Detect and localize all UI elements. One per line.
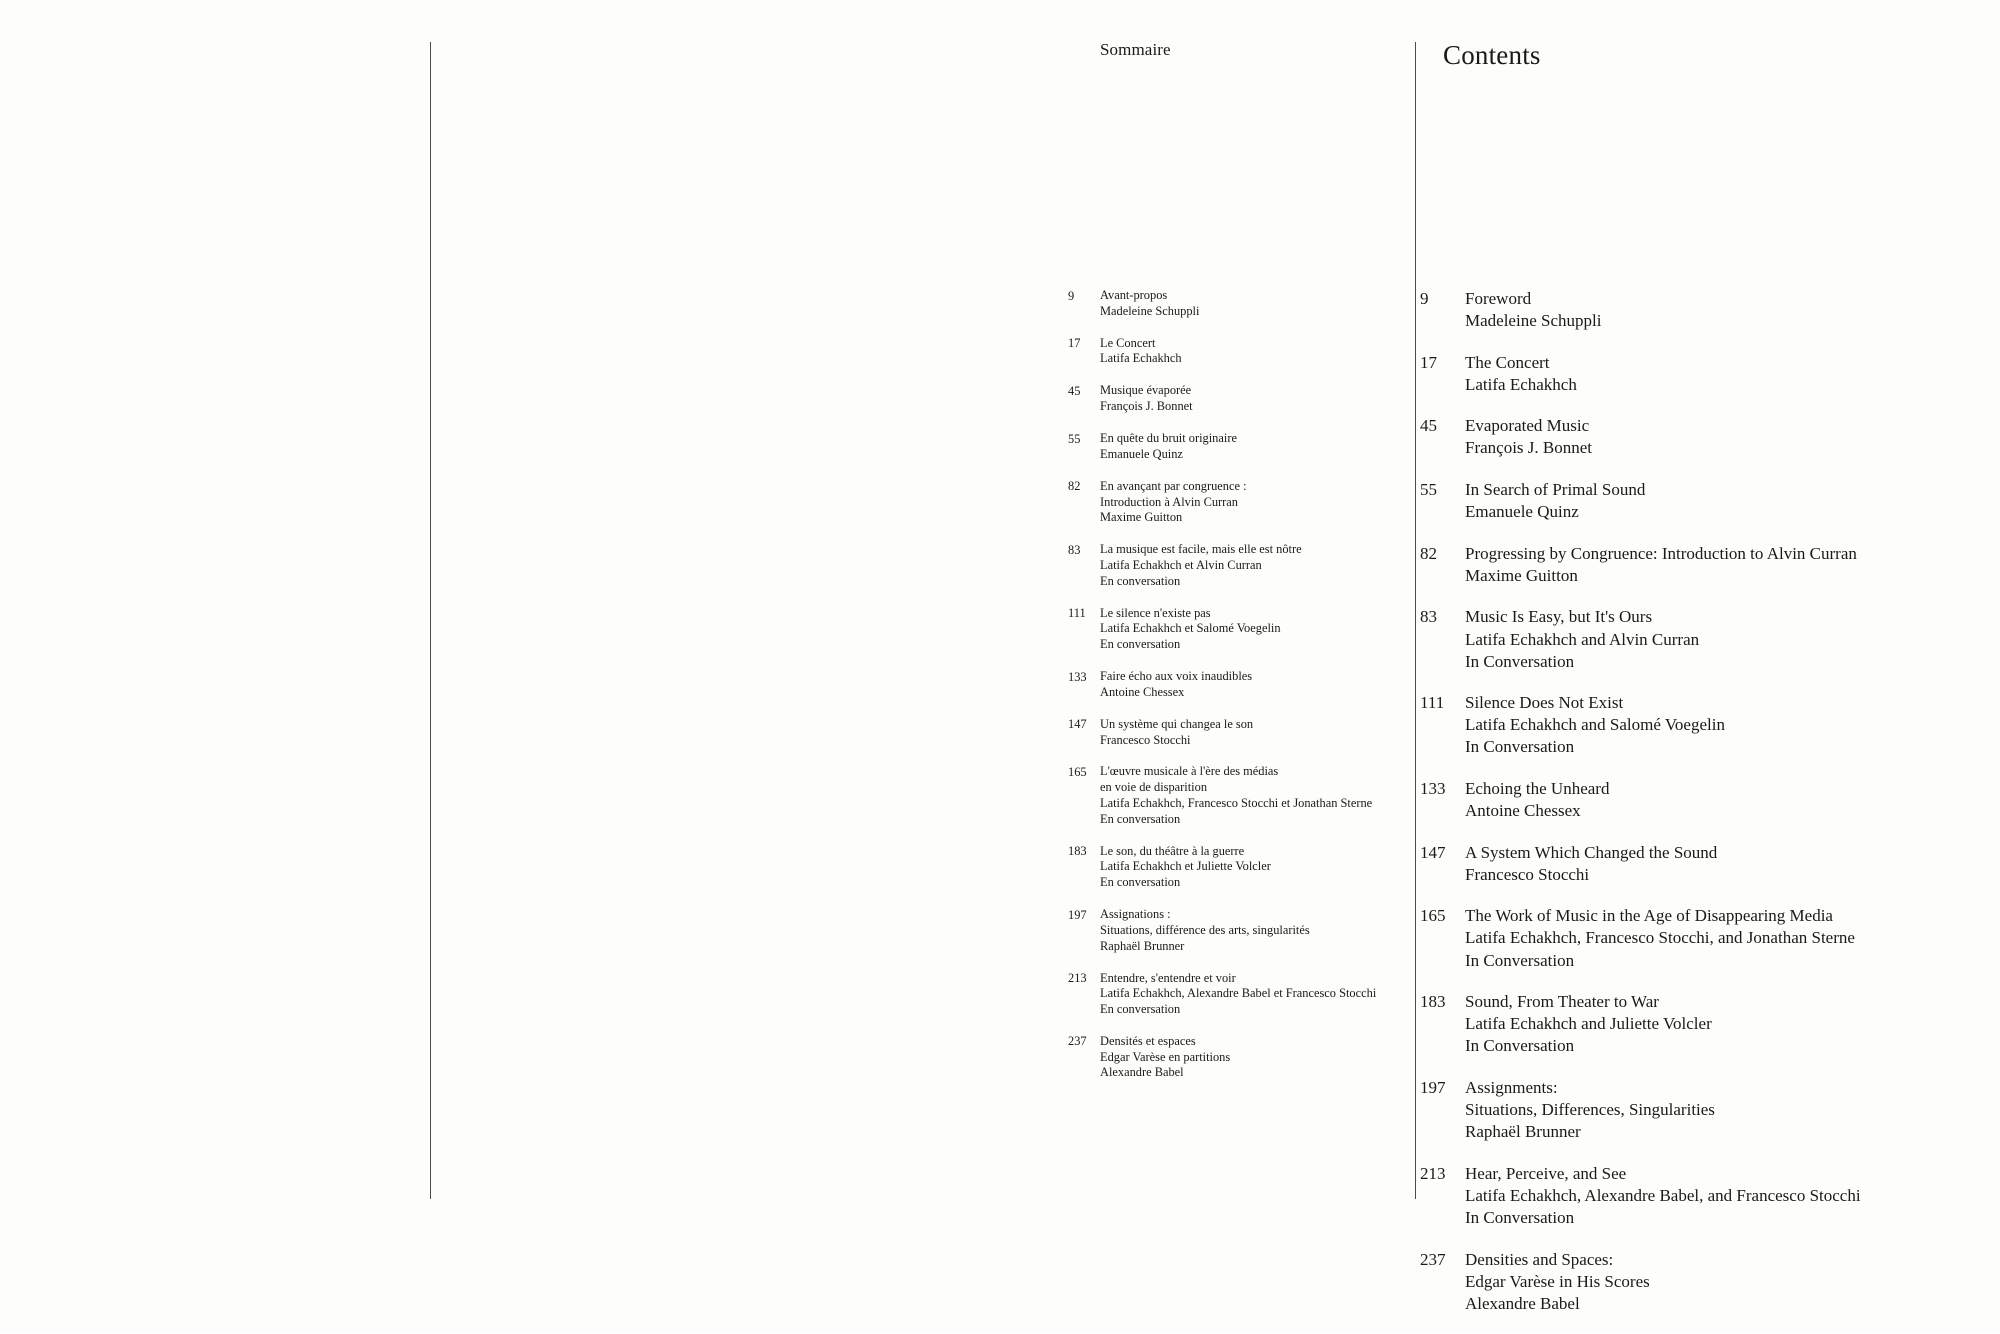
toc-entry-text: [1100, 542, 1398, 589]
toc-page-number: 17: [1068, 336, 1081, 351]
toc-entry-subline: Latifa Echakhch et Juliette Volcler: [1100, 859, 1271, 874]
left-margin-rule: [430, 42, 431, 1199]
toc-entry-subline: En conversation: [1100, 1002, 1181, 1016]
toc-entry-subline: Latifa Echakhch et Salomé Voegelin: [1100, 621, 1281, 636]
toc-entry-text: [1100, 907, 1398, 954]
toc-entry[interactable]: [1420, 1163, 1940, 1229]
toc-entry-text: [1465, 991, 1940, 1057]
toc-entry-text: [1465, 415, 1940, 459]
toc-entry-text: [1465, 288, 1940, 332]
french-contents-column: [1068, 40, 1398, 1080]
toc-page-number: 213: [1420, 1163, 1446, 1183]
toc-page-number: 197: [1420, 1077, 1446, 1097]
toc-entry[interactable]: [1068, 717, 1398, 749]
toc-entry[interactable]: [1420, 1077, 1940, 1143]
toc-entry-subline: Latifa Echakhch and Juliette Volcler: [1465, 1014, 1712, 1034]
toc-entry-subline: Maxime Guitton: [1100, 510, 1183, 525]
toc-entry-subline: Latifa Echakhch et Alvin Curran: [1100, 557, 1262, 572]
toc-entry-subline: En conversation: [1100, 573, 1181, 588]
toc-entry-subline: In Conversation: [1465, 1036, 1575, 1056]
toc-entry-subline: François J. Bonnet: [1465, 438, 1593, 458]
toc-entry[interactable]: [1068, 907, 1398, 954]
toc-entry-subline: Latifa Echakhch and Salomé Voegelin: [1465, 715, 1725, 735]
toc-entry-title: L'œuvre musicale à l'ère des médias: [1100, 764, 1279, 779]
toc-entry-title: The Work of Music in the Age of Disappearing Media: [1465, 906, 1833, 926]
toc-entry[interactable]: [1068, 669, 1398, 701]
toc-page-number: 111: [1068, 606, 1086, 621]
toc-entry-title: Evaporated Music: [1465, 416, 1590, 436]
toc-entry[interactable]: [1068, 336, 1398, 368]
toc-entry-subline: Francesco Stocchi: [1100, 732, 1191, 747]
toc-entry-title: En avançant par congruence :: [1100, 478, 1247, 493]
toc-entry-subline: En conversation: [1100, 811, 1181, 826]
toc-entry-subline: Madeleine Schuppli: [1100, 303, 1200, 318]
toc-entry-text: [1100, 764, 1398, 827]
french-contents-list: [1068, 288, 1398, 1097]
toc-page-number: 83: [1068, 542, 1081, 557]
english-contents-column: [1420, 40, 1940, 1313]
toc-page-number: 133: [1068, 669, 1087, 684]
toc-entry-title: In Search of Primal Sound: [1465, 480, 1646, 500]
toc-entry[interactable]: [1068, 383, 1398, 415]
toc-page-number: 197: [1068, 907, 1087, 922]
toc-page-number: 213: [1068, 971, 1087, 985]
toc-entry-title: Musique évaporée: [1100, 383, 1192, 398]
toc-page-number: 165: [1068, 764, 1087, 779]
toc-entry[interactable]: [1420, 288, 1940, 332]
toc-entry-text: [1100, 844, 1398, 891]
toc-entry-subline: Emanuele Quinz: [1465, 502, 1579, 522]
toc-page-number: 55: [1420, 480, 1437, 500]
toc-entry[interactable]: [1068, 971, 1398, 1018]
toc-entry[interactable]: [1068, 288, 1398, 320]
toc-entry-text: [1100, 479, 1398, 526]
toc-entry-subline: Latifa Echakhch, Alexandre Babel et Francesco Stocchi: [1100, 986, 1377, 1001]
toc-entry-title: En quête du bruit originaire: [1100, 431, 1237, 446]
toc-entry[interactable]: [1068, 844, 1398, 891]
toc-entry-subline: In Conversation: [1465, 1207, 1575, 1227]
toc-page-number: 183: [1420, 992, 1446, 1012]
toc-entry-subline: Latifa Echakhch: [1100, 351, 1182, 366]
toc-entry-text: [1465, 352, 1940, 396]
toc-entry-title: Un système qui changea le son: [1100, 716, 1254, 731]
toc-entry-title: Music Is Easy, but It's Ours: [1465, 607, 1653, 627]
toc-entry-subline: Edgar Varèse in His Scores: [1465, 1271, 1650, 1291]
toc-entry[interactable]: [1068, 764, 1398, 827]
toc-page-number: 237: [1068, 1034, 1087, 1049]
toc-page-number: 147: [1068, 717, 1087, 732]
toc-entry-text: [1465, 842, 1940, 886]
toc-entry[interactable]: [1420, 352, 1940, 396]
toc-entry-subline: Madeleine Schuppli: [1465, 311, 1602, 331]
toc-entry[interactable]: [1420, 479, 1940, 523]
toc-page-number: 9: [1068, 288, 1075, 303]
toc-entry-title: Foreword: [1465, 289, 1532, 308]
toc-entry-title: Avant-propos: [1100, 288, 1168, 302]
toc-entry-text: [1100, 336, 1398, 368]
toc-entry-subline: François J. Bonnet: [1100, 399, 1193, 414]
english-contents-title: Contents: [1443, 40, 1541, 70]
toc-entry-subline: Raphaël Brunner: [1465, 1122, 1581, 1142]
english-contents-list: [1420, 288, 1940, 1334]
toc-entry-text: [1465, 543, 1940, 587]
toc-page-number: 133: [1420, 779, 1446, 798]
toc-entry-subline: Raphaël Brunner: [1100, 938, 1185, 953]
toc-entry-text: [1100, 717, 1398, 749]
toc-entry-subline: Alexandre Babel: [1100, 1065, 1184, 1080]
toc-entry-text: [1465, 778, 1940, 822]
toc-entry-subline: Maxime Guitton: [1465, 565, 1578, 585]
toc-entry-subline: Situations, différence des arts, singularités: [1100, 922, 1310, 937]
toc-entry[interactable]: [1068, 606, 1398, 653]
toc-entry-text: [1465, 479, 1940, 523]
toc-entry-title: Progressing by Congruence: Introduction to Alvin Curran: [1465, 543, 1857, 563]
toc-entry[interactable]: [1420, 778, 1940, 822]
toc-entry-subline: Latifa Echakhch: [1465, 374, 1577, 394]
french-contents-title: Sommaire: [1100, 40, 1171, 59]
toc-entry-text: [1100, 383, 1398, 415]
toc-entry-subline: Latifa Echakhch, Francesco Stocchi, and Jonathan Sterne: [1465, 928, 1855, 948]
toc-entry[interactable]: [1420, 905, 1940, 971]
toc-page-number: 165: [1420, 906, 1446, 926]
toc-page-number: 83: [1420, 607, 1437, 627]
toc-page-number: 147: [1420, 842, 1446, 862]
toc-entry-title: Entendre, s'entendre et voir: [1100, 970, 1236, 985]
toc-page-number: 55: [1068, 431, 1081, 446]
toc-page-number: 82: [1420, 543, 1437, 563]
toc-entry-subline: en voie de disparition: [1100, 780, 1208, 795]
toc-entry-title: Le silence n'existe pas: [1100, 605, 1211, 620]
toc-entry-subline: Francesco Stocchi: [1465, 864, 1590, 884]
center-margin-rule: [1415, 42, 1416, 1199]
toc-entry-title: Echoing the Unheard: [1465, 779, 1610, 798]
toc-entry-title: Le son, du théâtre à la guerre: [1100, 843, 1245, 858]
toc-entry-subline: In Conversation: [1465, 651, 1575, 671]
toc-entry-subline: Antoine Chessex: [1465, 801, 1581, 821]
toc-entry-text: [1100, 431, 1398, 463]
toc-page-number: 17: [1420, 352, 1437, 372]
toc-entry-subline: En conversation: [1100, 875, 1181, 890]
toc-entry-title: Sound, From Theater to War: [1465, 992, 1659, 1012]
toc-page-number: 45: [1420, 416, 1437, 436]
toc-page-number: 9: [1420, 289, 1429, 308]
toc-entry-text: [1465, 1163, 1940, 1229]
toc-entry-text: [1100, 606, 1398, 653]
toc-page-number: 183: [1068, 844, 1087, 859]
toc-page-number: 82: [1068, 479, 1081, 494]
toc-entry-subline: Edgar Varèse en partitions: [1100, 1049, 1231, 1064]
toc-entry[interactable]: [1068, 431, 1398, 463]
toc-entry-title: Assignments:: [1465, 1077, 1558, 1097]
toc-entry[interactable]: [1420, 415, 1940, 459]
toc-entry-text: [1100, 971, 1398, 1018]
toc-entry-text: [1100, 1034, 1398, 1081]
toc-entry-subline: Introduction à Alvin Curran: [1100, 494, 1238, 509]
toc-entry[interactable]: [1068, 1034, 1398, 1081]
toc-entry-title: Hear, Perceive, and See: [1465, 1163, 1627, 1183]
toc-entry-subline: Situations, Differences, Singularities: [1465, 1100, 1715, 1120]
toc-entry-text: [1465, 1077, 1940, 1143]
toc-entry-subline: Emanuele Quinz: [1100, 446, 1183, 461]
toc-entry[interactable]: [1420, 1249, 1940, 1315]
toc-entry-subline: En conversation: [1100, 637, 1181, 652]
toc-entry-text: [1465, 606, 1940, 672]
toc-entry[interactable]: [1420, 692, 1940, 758]
toc-entry-title: Silence Does Not Exist: [1465, 693, 1624, 713]
toc-entry-text: [1100, 669, 1398, 701]
toc-entry-subline: In Conversation: [1465, 737, 1575, 757]
toc-entry-text: [1465, 905, 1940, 971]
toc-entry[interactable]: [1420, 543, 1940, 587]
toc-entry[interactable]: [1068, 542, 1398, 589]
toc-entry[interactable]: [1420, 991, 1940, 1057]
toc-entry-text: [1465, 1249, 1940, 1315]
toc-entry-text: [1100, 288, 1398, 320]
toc-entry-text: [1465, 692, 1940, 758]
toc-entry-subline: Antoine Chessex: [1100, 684, 1185, 699]
toc-entry-subline: Latifa Echakhch and Alvin Curran: [1465, 629, 1700, 649]
toc-page-number: 111: [1420, 693, 1445, 713]
toc-entry-title: La musique est facile, mais elle est nôtre: [1100, 542, 1302, 557]
toc-entry-title: A System Which Changed the Sound: [1465, 842, 1718, 862]
toc-entry-title: Densities and Spaces:: [1465, 1249, 1614, 1269]
toc-page-number: 237: [1420, 1249, 1446, 1269]
toc-entry-title: Densités et espaces: [1100, 1033, 1196, 1048]
toc-entry-subline: Latifa Echakhch, Alexandre Babel, and Francesco Stocchi: [1465, 1185, 1861, 1205]
toc-entry-title: The Concert: [1465, 352, 1550, 372]
toc-entry-title: Faire écho aux voix inaudibles: [1100, 669, 1253, 684]
toc-entry-title: Assignations :: [1100, 907, 1171, 922]
toc-page-number: 45: [1068, 383, 1081, 398]
toc-entry-subline: In Conversation: [1465, 950, 1575, 970]
toc-entry[interactable]: [1420, 842, 1940, 886]
toc-entry-subline: Latifa Echakhch, Francesco Stocchi et Jonathan Sterne: [1100, 795, 1373, 810]
toc-entry[interactable]: [1068, 479, 1398, 526]
toc-entry[interactable]: [1420, 606, 1940, 672]
toc-entry-subline: Alexandre Babel: [1465, 1293, 1580, 1313]
toc-entry-title: Le Concert: [1100, 335, 1156, 350]
